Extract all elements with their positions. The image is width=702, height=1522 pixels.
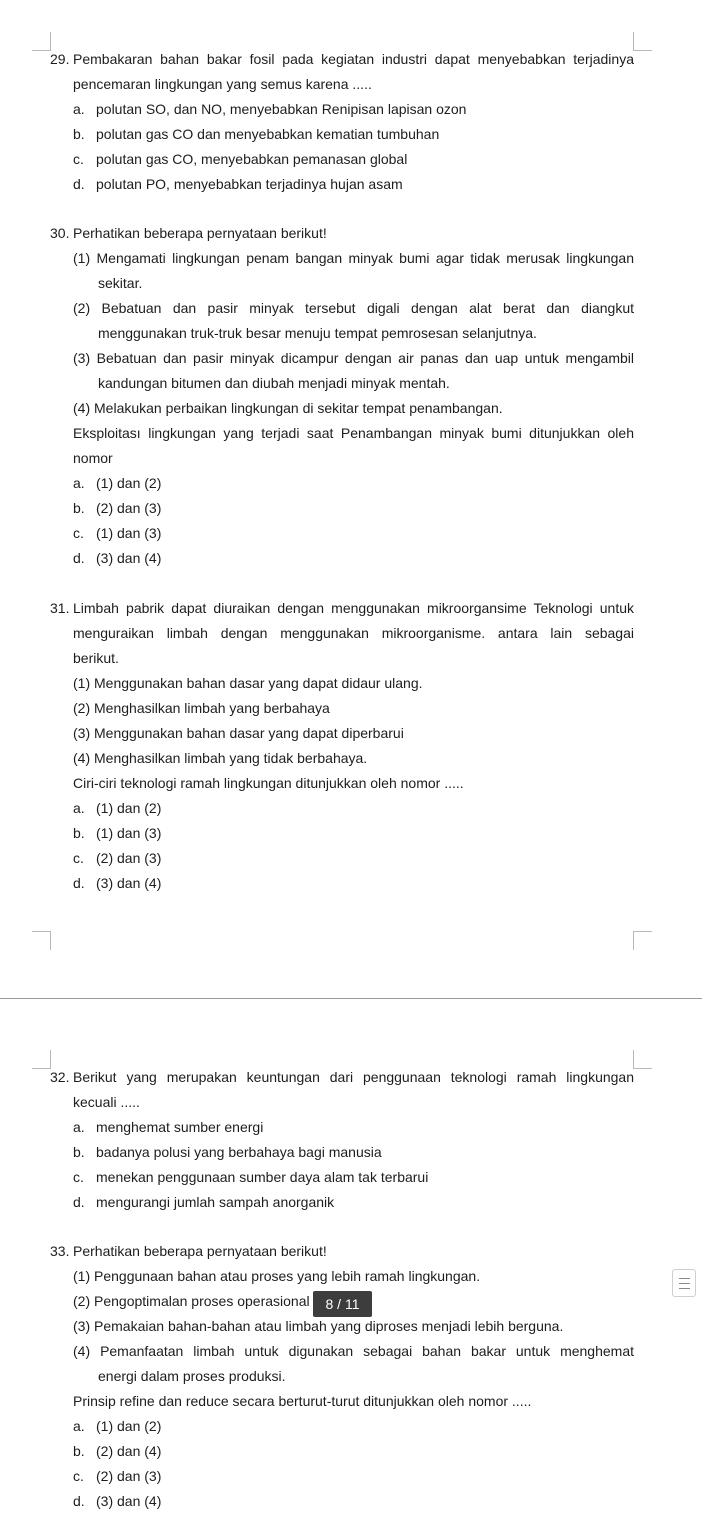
crop-mark-icon [32,32,51,51]
answer-option[interactable]: a. menghemat sumber energi [73,1119,264,1135]
answer-option[interactable]: d. mengurangi jumlah sampah anorganik [73,1194,335,1210]
question-31 [50,596,634,896]
question-stem: 30. Perhatikan beberapa pernyataan berikut! [50,221,634,246]
crop-mark-icon [633,1050,652,1069]
statement-item: (3) Bebatuan dan pasir minyak dicampur dengan air panas dan uap untuk mengambil kandungan bitumen dan diubah menjadi minyak mentah. [73,350,635,391]
answer-option[interactable]: c. polutan gas CO, menyebabkan pemanasan global [73,151,408,167]
question-stem: 32. Berikut yang merupakan keuntungan dari penggunaan teknologi ramah lingkungan kecuali ..... [50,1065,634,1115]
statement-item: (4) Pemanfaatan limbah untuk digunakan sebagai bahan bakar untuk menghemat energi dalam proses produksi. [73,1343,634,1384]
question-number: 29. [50,51,70,67]
question-stem: 29. Pembakaran bahan bakar fosil pada kegiatan industri dapat menyebabkan terjadinya pencemaran lingkungan yang semus karena ..... [50,47,634,97]
crop-mark-icon [32,1050,51,1069]
question-32 [50,1065,634,1215]
statement-item: (2) Bebatuan dan pasir minyak tersebut digali dengan alat berat dan diangkut menggunakan truk-truk besar menuju tempat pemrosesan selanjutnya. [73,300,634,341]
answer-option[interactable]: c. menekan penggunaan sumber daya alam tak terbarui [73,1169,429,1185]
answer-option[interactable]: c. (2) dan (3) [73,850,162,866]
question-stem: 33. Perhatikan beberapa pernyataan berikut! [50,1239,634,1264]
question-number: 32. [50,1069,70,1085]
statement-item: (4) Melakukan perbaikan lingkungan di sekitar tempat penambangan. [73,400,503,416]
statement-item: (1) Menggunakan bahan dasar yang dapat didaur ulang. [73,675,423,691]
statement-item: (2) Menghasilkan limbah yang berbahaya [73,700,330,716]
answer-option[interactable]: a. (1) dan (2) [73,1418,162,1434]
question-29 [50,47,634,197]
answer-option[interactable]: a. (1) dan (2) [73,475,162,491]
crop-mark-icon [633,32,652,51]
statement-item: (3) Menggunakan bahan dasar yang dapat diperbarui [73,725,404,741]
statement-item: (3) Pemakaian bahan-bahan atau limbah yang diproses menjadi lebih berguna. [73,1318,564,1334]
page-divider [0,998,702,999]
answer-option[interactable]: b. (1) dan (3) [73,825,162,841]
answer-option[interactable]: b. (2) dan (3) [73,500,162,516]
statement-item: (1) Mengamati lingkungan penam bangan minyak bumi agar tidak merusak lingkungan sekitar. [73,250,635,291]
answer-option[interactable]: a. polutan SO, dan NO, menyebabkan Renipisan lapisan ozon [73,101,467,117]
answer-option[interactable]: b. (2) dan (4) [73,1443,162,1459]
crop-mark-icon [32,931,51,950]
question-stem: 31. Limbah pabrik dapat diuraikan dengan menggunakan mikroorgansime Teknologi untuk menguraikan limbah dengan menggunakan mikroorganisme. antara lain sebagai berikut. [50,596,634,671]
question-prompt: Prinsip refine dan reduce secara berturut-turut ditunjukkan oleh nomor ..... [73,1393,532,1409]
answer-option[interactable]: b. polutan gas CO dan menyebabkan kematian tumbuhan [73,126,440,142]
answer-option[interactable]: a. (1) dan (2) [73,800,162,816]
menu-lines-icon[interactable] [672,1269,696,1297]
crop-mark-icon [633,931,652,950]
statement-item: (1) Penggunaan bahan atau proses yang lebih ramah lingkungan. [73,1268,481,1284]
answer-option[interactable]: d. (3) dan (4) [73,550,162,566]
answer-option[interactable]: b. badanya polusi yang berbahaya bagi manusia [73,1144,382,1160]
answer-option[interactable]: d. (3) dan (4) [73,1493,162,1509]
question-number: 31. [50,600,70,616]
question-number: 33. [50,1243,70,1259]
answer-option[interactable]: d. polutan PO, menyebabkan terjadinya hujan asam [73,176,403,192]
answer-option[interactable]: c. (1) dan (3) [73,525,162,541]
statement-item: (4) Menghasilkan limbah yang tidak berbahaya. [73,750,368,766]
statement-item: (2) Pengoptimalan proses operasional [73,1293,310,1309]
question-30 [50,221,634,571]
question-number: 30. [50,225,70,241]
page-indicator-badge: 8 / 11 [313,1291,372,1317]
document-page-2 [0,1000,702,1522]
answer-option[interactable]: d. (3) dan (4) [73,875,162,891]
answer-option[interactable]: c. (2) dan (3) [73,1468,162,1484]
question-prompt: Ciri-ciri teknologi ramah lingkungan ditunjukkan oleh nomor ..... [73,775,464,791]
question-33 [50,1239,634,1514]
question-prompt: Eksploitası lingkungan yang terjadi saat Penambangan minyak bumi ditunjukkan oleh nomor [73,425,634,466]
